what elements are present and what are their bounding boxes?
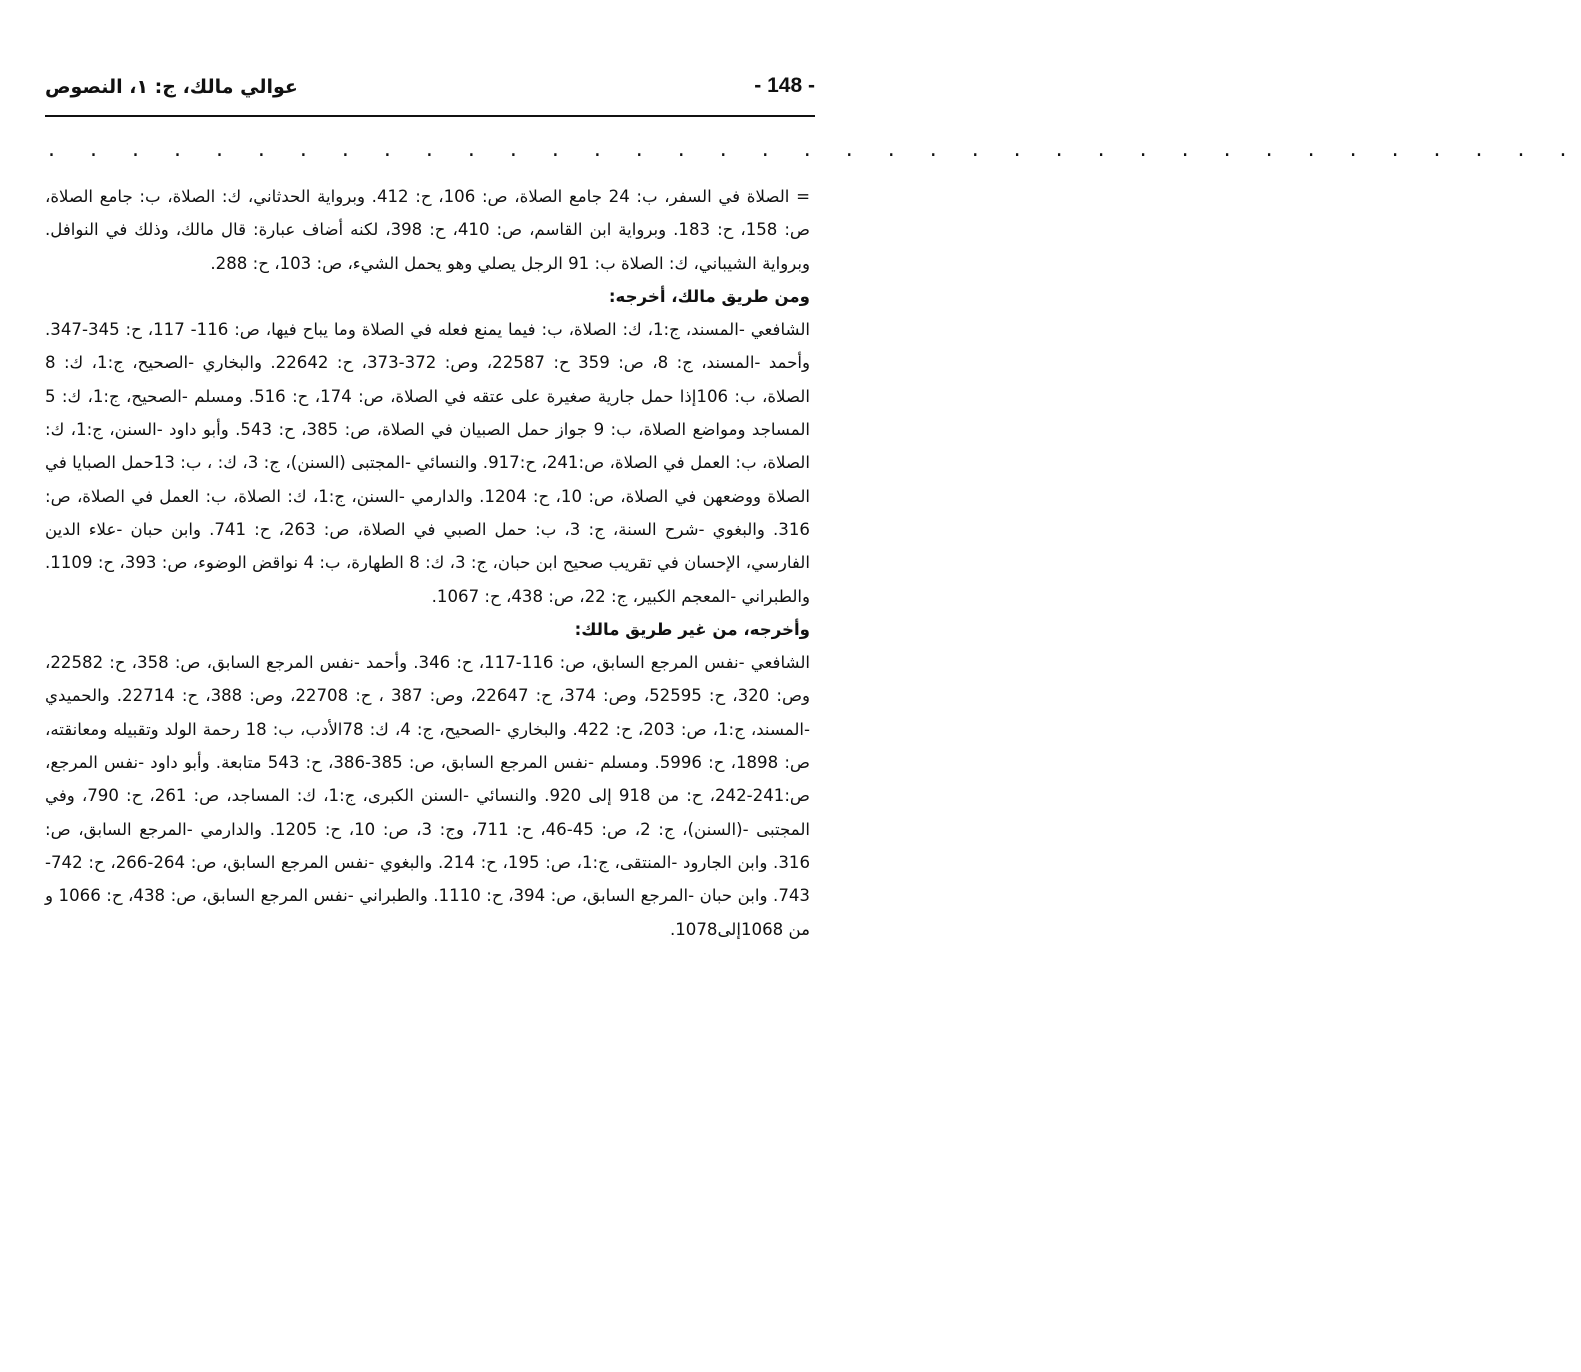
page-number: - 148 - [754, 74, 815, 97]
paragraph-takhrij-other: الشافعي -نفس المرجع السابق، ص: 116-117، ح: 346. وأحمد -نفس المرجع السابق، ص: 358، ح: 22582، وص: 320، ح: 52595، وص: 374، ح: 22647، وص: 387 ، ح: 22708، وص: 388، ح: 22714. والحميدي -المسند، ج:1، ص: 203، ح: 422. والبخاري -الصحيح، ج: 4، ك: 78الأدب، ب: 18 رحمة الولد وتقبيله ومعانقته، ص: 1898، ح: 5996. ومسلم -نفس المرجع السابق، ص: 385-386، ح: 543 متابعة. وأبو داود -نفس المرجع، ص:241-242، ح: من 918 إلى 920. والنسائي -السنن الكبرى، ج:1، ك: المساجد، ص: 261، ح: 790، وفي المجتبى -(السنن)، ج: 2، ص: 45-46، ح: 711، وج: 3، ص: 10، ح: 1205. والدارمي -المرجع السابق، ص: 316. وابن الجارود -المنتقى، ج:1، ص: 195، ح: 214. والبغوي -نفس المرجع السابق، ص: 264-266، ح: 742-743. وابن حبان -المرجع السابق، ص: 394، ح: 1110. والطبراني -نفس المرجع السابق، ص: 438، ح: 1066 و من 1068إلى1078. [45, 653, 811, 939]
header-rule [45, 115, 815, 117]
heading-from-malik: ومن طريق مالك، أخرجه: [608, 286, 810, 306]
heading-not-from-malik: وأخرجه، من غير طريق مالك: [574, 619, 810, 639]
paragraph-takhrij-malik: الشافعي -المسند، ج:1، ك: الصلاة، ب: فيما يمنع فعله في الصلاة وما يباح فيها، ص: 116- 117، ح: 345-347. وأحمد -المسند، ج: 8، ص: 359 ح: 22587، وص: 372-373، ح: 22642. والبخاري -الصحيح، ج:1، ك: 8 الصلاة، ب: 106إذا حمل جارية صغيرة على عتقه في الصلاة، ص: 174، ح: 516. ومسلم -الصحيح، ج:1، ك: 5 المساجد ومواضع الصلاة، ب: 9 جواز حمل الصبيان في الصلاة، ص: 385، ح: 543. وأبو داود -السنن، ج:1، ك: الصلاة، ب: العمل في الصلاة، ص:241، ح:917. والنسائي -المجتبى (السنن)، ج: 3، ك: ، ب: 13حمل الصبايا في الصلاة ووضعهن في الصلاة، ص: 10، ح: 1204. والدارمي -السنن، ج:1، ك: الصلاة، ب: العمل في الصلاة، ص: 316. والبغوي -شرح السنة، ج: 3، ب: حمل الصبي في الصلاة، ص: 263، ح: 741. وابن حبان -علاء الدين الفارسي، الإحسان في تقريب صحيح ابن حبان، ج: 3، ك: 8 الطهارة، ب: 4 نواقض الوضوء، ص: 393، ح: 1109. والطبراني -المعجم الكبير، ج: 22، ص: 438، ح: 1067. [45, 320, 811, 606]
footnote-text [45, 180, 810, 946]
page-header [45, 70, 815, 110]
running-title: عوالي مالك، ج: ١، النصوص [45, 76, 298, 98]
dotted-separator: . . . . . . . . . . . . . . . . . . . . . . . . . . . . . . . . . . . . . [48, 137, 1581, 162]
paragraph-riwayat: = الصلاة في السفر، ب: 24 جامع الصلاة، ص: 106، ح: 412. وبرواية الحدثاني، ك: الصلاة، ب: جامع الصلاة، ص: 158، ح: 183. وبرواية ابن القاسم، ص: 410، ح: 398، لكنه أضاف عبارة: قال مالك، وذلك في النوافل. وبرواية الشيباني، ك: الصلاة ب: 91 الرجل يصلي وهو يحمل الشيء، ص: 103، ح: 288. [45, 187, 810, 273]
